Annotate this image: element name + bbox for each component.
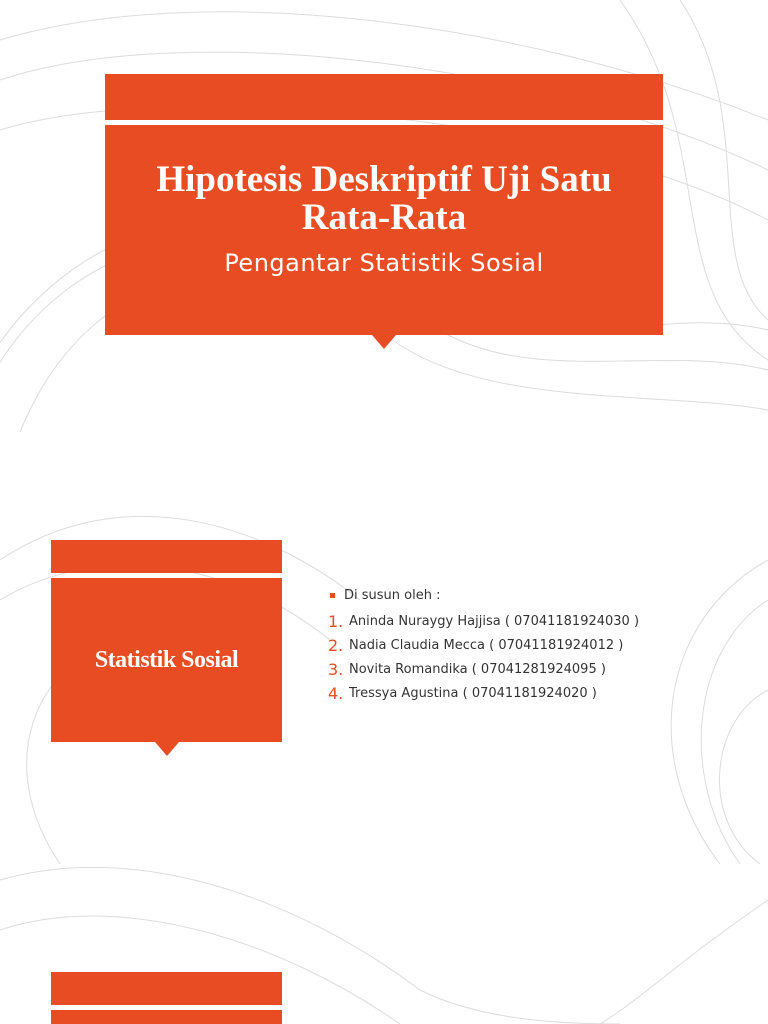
- title-box: [105, 125, 663, 335]
- bullet-square-icon: [330, 593, 335, 598]
- list-number: 4.: [328, 683, 344, 703]
- callout-pointer: [155, 742, 179, 756]
- list-item: [328, 681, 748, 705]
- list-number: 3.: [328, 659, 344, 679]
- list-item: [328, 633, 748, 657]
- author-text: Aninda Nuraygy Hajjisa ( 07041181924030 ): [349, 613, 640, 629]
- slide-partial: [0, 864, 768, 1024]
- author-text: Novita Romandika ( 07041281924095 ): [349, 661, 606, 677]
- list-item: [328, 657, 748, 681]
- list-item: [328, 609, 748, 633]
- list-number: 2.: [328, 635, 344, 655]
- slide-subtitle-text: Pengantar Statistik Sosial: [224, 249, 544, 277]
- title-box: [51, 578, 282, 742]
- slide-title-text: Hipotesis Deskriptif Uji Satu Rata-Rata: [156, 159, 612, 238]
- author-text: Nadia Claudia Mecca ( 07041181924012 ): [349, 637, 624, 653]
- author-list: [328, 588, 748, 705]
- intro-line: [328, 588, 748, 603]
- title-box: [51, 1010, 282, 1024]
- slide-authors: [0, 432, 768, 864]
- slide-title: [0, 0, 768, 432]
- header-band: [51, 540, 282, 573]
- intro-text: Di susun oleh :: [344, 588, 441, 603]
- header-band: [51, 972, 282, 1005]
- slide-title-text: Statistik Sosial: [94, 646, 239, 673]
- callout-pointer: [372, 335, 396, 349]
- author-text: Tressya Agustina ( 07041181924020 ): [349, 685, 597, 701]
- list-number: 1.: [328, 611, 344, 631]
- header-band: [105, 74, 663, 120]
